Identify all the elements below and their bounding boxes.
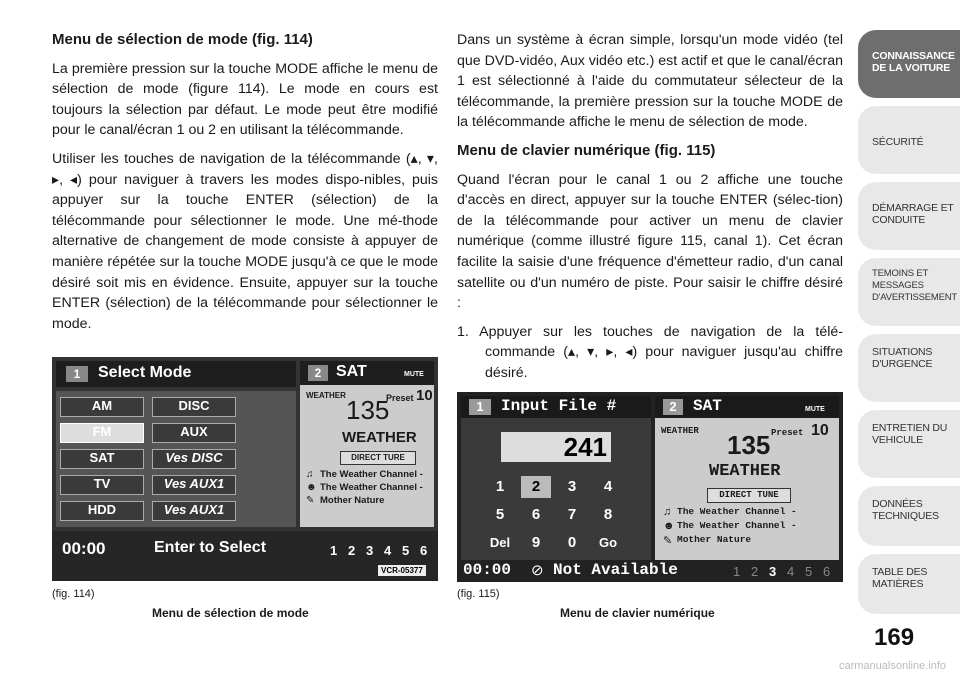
channel-1-badge: 1 bbox=[66, 366, 88, 382]
weather-title: WEATHER bbox=[709, 462, 781, 481]
mode-button-disc[interactable]: DISC bbox=[152, 397, 236, 417]
select-mode-title: Select Mode bbox=[98, 364, 192, 381]
tab-entretien[interactable]: ENTRETIEN DU VEHICULE bbox=[858, 410, 960, 478]
figure-114-caption: Menu de sélection de mode bbox=[152, 606, 309, 620]
keypad-value-display: 241 bbox=[501, 432, 611, 462]
pencil-icon: ✎ bbox=[306, 495, 315, 506]
key-3[interactable]: 3 bbox=[557, 476, 587, 498]
channel-dots bbox=[326, 537, 434, 559]
page-number: 169 bbox=[874, 624, 915, 651]
sat-header bbox=[300, 361, 434, 385]
weather-label: WEATHER bbox=[661, 426, 699, 436]
music-note-icon: ♫ bbox=[663, 506, 672, 518]
key-0[interactable]: 0 bbox=[557, 532, 587, 554]
key-8[interactable]: 8 bbox=[593, 504, 623, 526]
key-del[interactable]: Del bbox=[485, 532, 515, 554]
info-line-2: The Weather Channel - bbox=[677, 520, 797, 531]
sat-panel bbox=[300, 361, 434, 527]
mode-button-ves-aux1[interactable]: Ves AUX1 bbox=[152, 475, 236, 495]
watermark: carmanualsonline.info bbox=[838, 660, 946, 672]
dot-6: 6 bbox=[823, 564, 831, 579]
time-readout: 00:00 bbox=[62, 539, 106, 558]
dot-3: 3 bbox=[769, 564, 777, 579]
mode-button-ves-aux1-2[interactable]: Ves AUX1 bbox=[152, 501, 236, 521]
paragraph: Quand l'écran pour le canal 1 ou 2 affiche une touche d'accès en direct, appuyer sur la touche ENTER (sélec-tion) de la télécommande pour activer un menu de clavier numérique (comme illustré figure 115, canal 1). Cet écran facilite la saisie d'une fréquence d'émetteur radio, d'un canal satellite ou d'un numéro de piste. Pour saisir le chiffre désiré : bbox=[457, 171, 843, 312]
time-readout: 00:00 bbox=[463, 561, 512, 579]
person-icon: ☻ bbox=[306, 482, 317, 493]
paragraph: Utiliser les touches de navigation de la télécommande (▴, ▾, ▸, ◂) pour naviguer à travers les modes dispo-nibles, puis appuyer sur la touche ENTER (sélection) de la télécommande pour sélectionner le mode. Une mé-thode alternative de changement de mode consiste à appuyer de manière répétée sur la touche MODE jusqu'à ce que le mode désiré soit mis en évidence. Ensuite, appuyer sur la touche ENTER (sélection) de la télécommande pour sélectionner le mode. bbox=[52, 150, 438, 332]
mode-button-hdd[interactable]: HDD bbox=[60, 501, 144, 521]
dot-1: 1 bbox=[330, 543, 338, 558]
mode-buttons-area bbox=[56, 391, 296, 527]
tab-table-des-matieres[interactable]: TABLE DES MATIÈRES bbox=[858, 554, 960, 614]
chapter-tabs bbox=[858, 0, 960, 678]
key-2[interactable]: 2 bbox=[521, 476, 551, 498]
dot-5: 5 bbox=[402, 543, 410, 558]
info-line-1: The Weather Channel - bbox=[677, 506, 797, 517]
not-available-label: Not Available bbox=[553, 561, 678, 579]
dot-5: 5 bbox=[805, 564, 813, 579]
mode-button-sat[interactable]: SAT bbox=[60, 449, 144, 469]
preset-number: 10 bbox=[811, 422, 829, 439]
paragraph: Dans un système à écran simple, lorsqu'un mode vidéo (tel que DVD-vidéo, Aux vidéo etc.) est actif et que le canal/écran 1 est sélectionné à l'aide du commutateur sélecteur de la télécommande, la première pression sur la touche MODE de la télécommande affiche le menu de sélection de mode. bbox=[457, 32, 843, 131]
tab-connaissance[interactable]: CONNAISSANCE DE LA VOITURE bbox=[858, 30, 960, 98]
direct-tune-button[interactable]: DIRECT TURE bbox=[340, 451, 416, 465]
figure-115-keypad bbox=[457, 392, 843, 582]
right-column bbox=[457, 30, 843, 384]
sat-label: SAT bbox=[336, 363, 367, 380]
figure-114-label: (fig. 114) bbox=[52, 588, 95, 600]
figure-115-label: (fig. 115) bbox=[457, 588, 500, 600]
sat-label: SAT bbox=[693, 397, 722, 415]
channel-2-badge: 2 bbox=[663, 399, 683, 415]
input-file-panel bbox=[461, 396, 651, 560]
tab-securite[interactable]: SÉCURITÉ bbox=[858, 106, 960, 174]
no-signal-icon: ⊘ bbox=[531, 562, 544, 579]
list-item: 1. Appuyer sur les touches de navigation de la télé-commande (▴, ▾, ▸, ◂) pour naviguer jusqu'au chiffre désiré. bbox=[457, 323, 843, 381]
dot-3: 3 bbox=[366, 543, 374, 558]
sat-panel bbox=[655, 396, 839, 560]
person-icon: ☻ bbox=[663, 520, 675, 532]
key-4[interactable]: 4 bbox=[593, 476, 623, 498]
mode-button-aux[interactable]: AUX bbox=[152, 423, 236, 443]
info-line-2: The Weather Channel - bbox=[320, 482, 423, 493]
music-note-icon: ♫ bbox=[306, 469, 314, 480]
mode-button-ves-disc[interactable]: Ves DISC bbox=[152, 449, 236, 469]
channel-number: 135 bbox=[727, 430, 771, 460]
preset-label: Preset bbox=[386, 393, 414, 403]
figure-code: VCR-05377 bbox=[378, 565, 426, 576]
left-column bbox=[52, 30, 438, 342]
input-file-title: Input File # bbox=[501, 397, 617, 415]
enter-to-select-label: Enter to Select bbox=[154, 539, 267, 556]
dot-2: 2 bbox=[751, 564, 759, 579]
tab-donnees[interactable]: DONNÉES TECHNIQUES bbox=[858, 486, 960, 546]
mode-button-tv[interactable]: TV bbox=[60, 475, 144, 495]
key-9[interactable]: 9 bbox=[521, 532, 551, 554]
tab-situations[interactable]: SITUATIONS D'URGENCE bbox=[858, 334, 960, 402]
mode-button-am[interactable]: AM bbox=[60, 397, 144, 417]
key-1[interactable]: 1 bbox=[485, 476, 515, 498]
key-go[interactable]: Go bbox=[593, 532, 623, 554]
mute-icon: MUTE bbox=[805, 406, 825, 413]
dot-6: 6 bbox=[420, 543, 428, 558]
key-6[interactable]: 6 bbox=[521, 504, 551, 526]
dot-4: 4 bbox=[787, 564, 795, 579]
select-mode-panel bbox=[56, 361, 296, 387]
info-line-3: Mother Nature bbox=[677, 534, 752, 545]
section-heading-keypad-menu: Menu de clavier numérique (fig. 115) bbox=[457, 141, 716, 159]
tab-temoins[interactable]: TEMOINS ET MESSAGES D'AVERTISSEMENT bbox=[858, 258, 960, 326]
dot-4: 4 bbox=[384, 543, 392, 558]
bottom-bar bbox=[457, 560, 843, 582]
weather-label: WEATHER bbox=[306, 391, 346, 400]
preset-label: Preset bbox=[771, 428, 804, 438]
pencil-icon: ✎ bbox=[663, 535, 673, 547]
channel-2-badge: 2 bbox=[308, 365, 328, 381]
channel-number: 135 bbox=[346, 395, 390, 425]
weather-title: WEATHER bbox=[342, 429, 417, 446]
figure-114-select-mode bbox=[52, 357, 438, 581]
info-line-3: Mother Nature bbox=[320, 495, 385, 506]
dot-2: 2 bbox=[348, 543, 356, 558]
sat-header bbox=[655, 396, 839, 418]
mute-icon: MUTE bbox=[404, 371, 424, 378]
tab-demarrage[interactable]: DÉMARRAGE ET CONDUITE bbox=[858, 182, 960, 250]
key-5[interactable]: 5 bbox=[485, 504, 515, 526]
section-heading-mode-menu: Menu de sélection de mode (fig. 114) bbox=[52, 31, 313, 48]
bottom-bar bbox=[52, 531, 438, 581]
figure-115-caption: Menu de clavier numérique bbox=[560, 606, 715, 620]
dot-1: 1 bbox=[733, 564, 741, 579]
mode-button-fm[interactable]: FM bbox=[60, 423, 144, 443]
input-file-header bbox=[461, 396, 651, 418]
paragraph: La première pression sur la touche MODE affiche le menu de sélection de mode (figure 114). Le mode en cours est toujours la sélection par défaut. Le mode peut être modifié pour le canal/écran 1 ou 2 en utilisant la télécommande. bbox=[52, 60, 438, 139]
direct-tune-button[interactable]: DIRECT TUNE bbox=[707, 488, 791, 503]
channel-1-badge: 1 bbox=[469, 399, 491, 415]
key-7[interactable]: 7 bbox=[557, 504, 587, 526]
preset-number: 10 bbox=[416, 387, 433, 404]
info-line-1: The Weather Channel - bbox=[320, 469, 423, 480]
